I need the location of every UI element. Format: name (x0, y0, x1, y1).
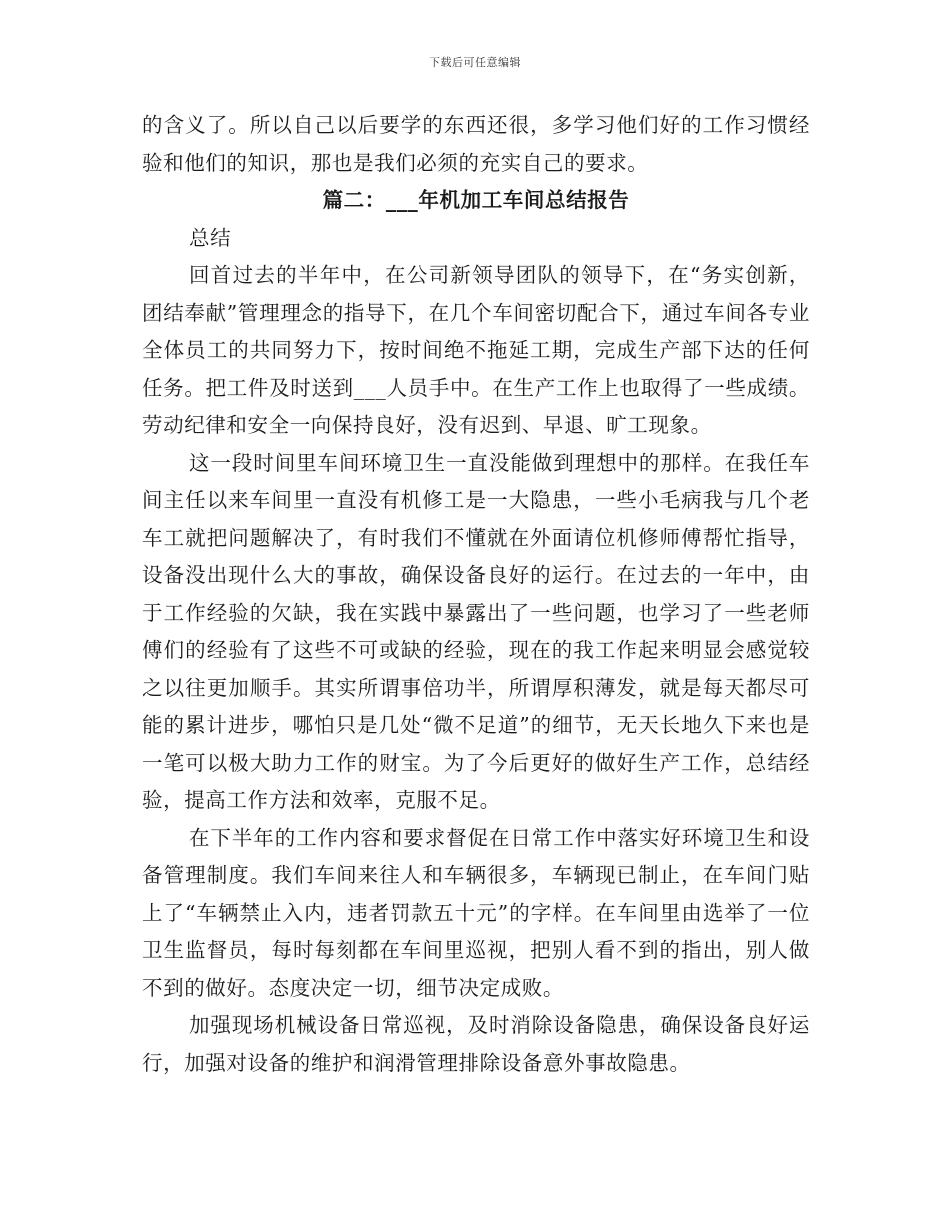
page-header: 下载后可任意编辑 (429, 56, 521, 69)
section-label: 总结 (189, 225, 232, 250)
section-title: 篇二：___年机加工车间总结报告 (322, 188, 630, 212)
paragraph-environment: 这一段时间里车间环境卫生一直没能做到理想中的那样。在我任车间主任以来车间里一直没有机修工是一大隐患，一些小毛病我与几个老车工就把问题解决了，有时我们不懂就在外面请位机修师傅帮忙指导，设备没出现什么大的事故，确保设备良好的运行。在过去的一年中，由于工作经验的欠缺，我在实践中暴露出了一些问题，也学习了一些老师傅们的经验有了这些不可或缺的经验，现在的我工作起来明显会感觉较之以往更加顺手。其实所谓事倍功半，所谓厚积薄发，就是每天都尽可能的累计进步，哪怕只是几处“微不足道”的细节，无天长地久下来也是一笔可以极大助力工作的财宝。为了今后更好的做好生产工作，总结经验，提高工作方法和效率，克服不足。 (142, 450, 810, 812)
paragraph-plan: 在下半年的工作内容和要求督促在日常工作中落实好环境卫生和设备管理制度。我们车间来往人和车辆很多，车辆现已制止，在车间门贴上了“车辆禁止入内，违者罚款五十元”的字样。在车间里由选举了一位卫生监督员，每时每刻都在车间里巡视，把别人看不到的指出，别人做不到的做好。态度决定一切，细节决定成败。 (142, 825, 810, 1000)
intro-paragraph: 的含义了。所以自己以后要学的东西还很，多学习他们好的工作习惯经验和他们的知识，那也是我们必须的充实自己的要求。 (142, 113, 810, 175)
document-body (142, 107, 810, 1082)
paragraph-equipment: 加强现场机械设备日常巡视，及时消除设备隐患，确保设备良好运行，加强对设备的维护和润滑管理排除设备意外事故隐患。 (142, 1013, 810, 1075)
paragraph-review: 回首过去的半年中，在公司新领导团队的领导下，在“务实创新，团结奉献”管理理念的指导下，在几个车间密切配合下，通过车间各专业全体员工的共同努力下，按时间绝不拖延工期，完成生产部下达的任何任务。把工件及时送到___人员手中。在生产工作上也取得了一些成绩。劳动纪律和安全一向保持良好，没有迟到、早退、旷工现象。 (142, 263, 810, 437)
